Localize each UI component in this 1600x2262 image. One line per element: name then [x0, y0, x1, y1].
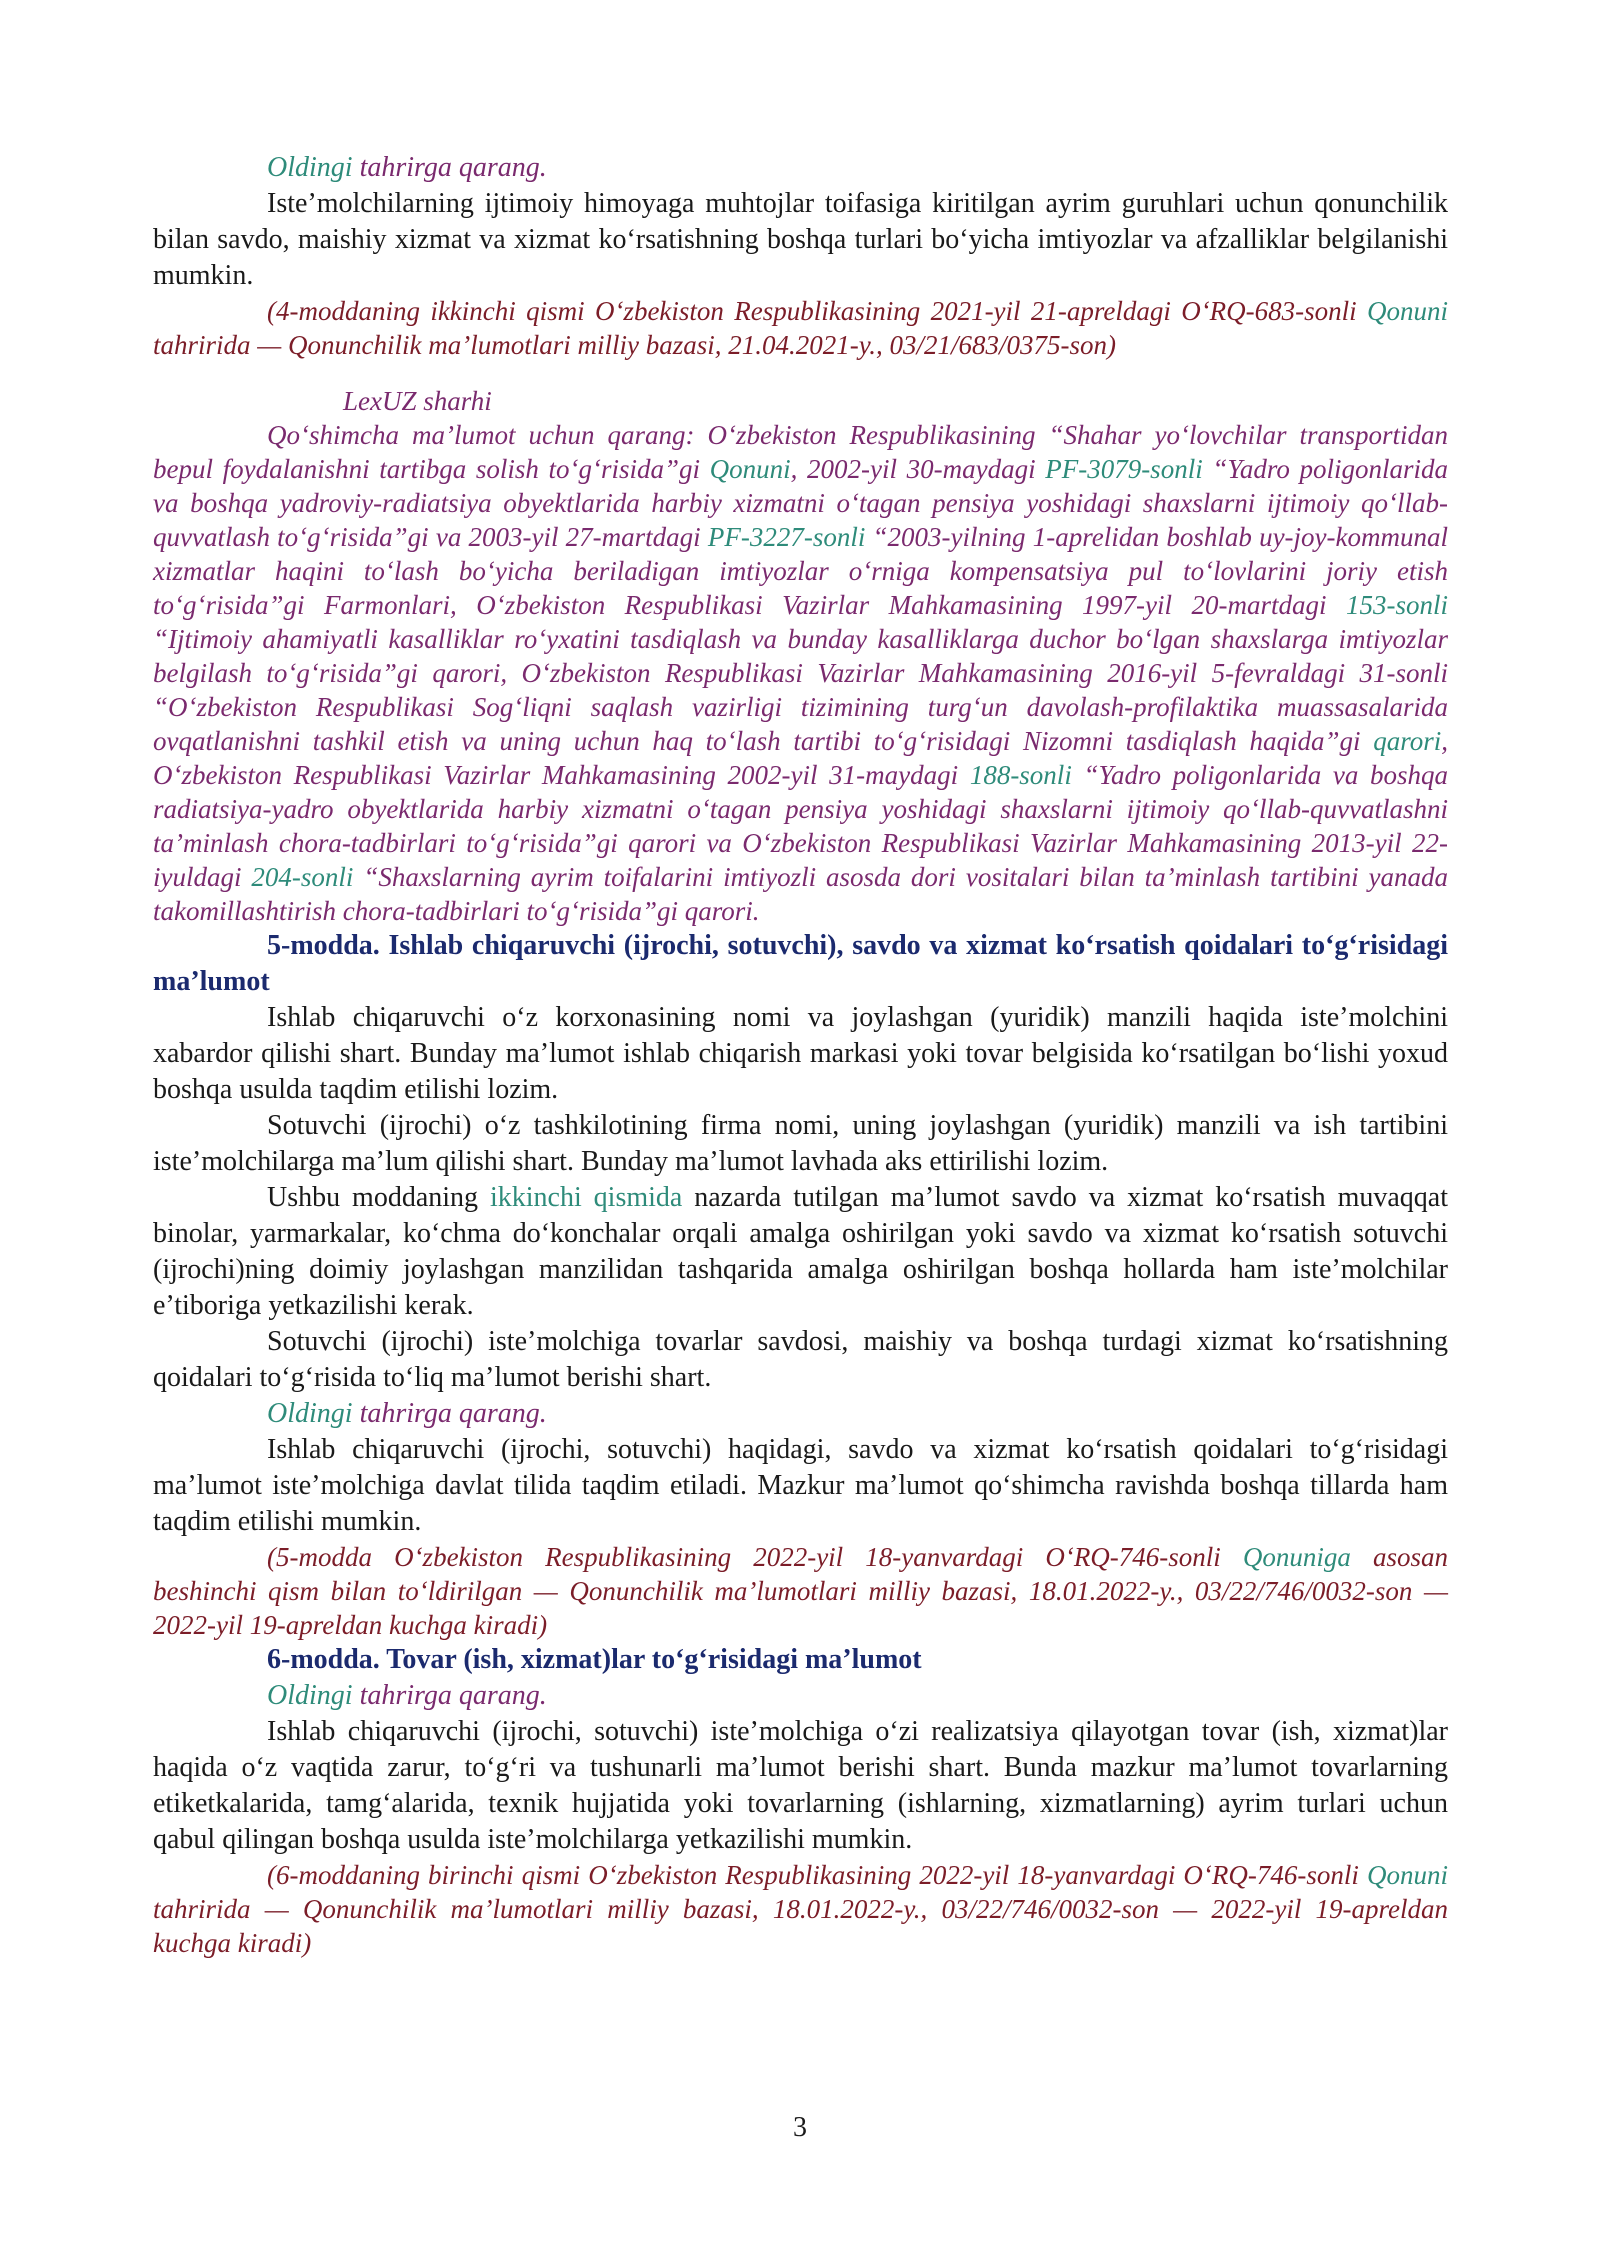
page-number: 3	[793, 2112, 807, 2143]
document-page	[153, 150, 1448, 1960]
paragraph: Sotuvchi (ijrochi) iste’molchiga tovarlar savdosi, maishiy va boshqa turdagi xizmat ko‘rsatishning qoidalari to‘g‘risida to‘liq ma’lumot berishi shart.	[153, 1326, 1448, 1393]
previous-edition-text: tahrirga qarang.	[352, 1398, 547, 1429]
amendment-note: (4-moddaning ikkinchi qismi O‘zbekiston Respublikasining 2021-yil 21-apreldagi O‘RQ-683-sonli Qonuni tahririda — Qonunchilik ma’lumotlari milliy bazasi, 21.04.2021-y., 03/21/683/0375-son)	[153, 296, 1448, 360]
previous-edition-text: tahrirga qarang.	[352, 152, 547, 183]
paragraph: Ishlab chiqaruvchi (ijrochi, sotuvchi) haqidagi, savdo va xizmat ko‘rsatish qoidalari to‘g‘risidagi ma’lumot iste’molchiga davlat tilida taqdim etiladi. Mazkur ma’lumot qo‘shimcha ravishda boshqa tillarda ham taqdim etilishi mumkin.	[153, 1434, 1448, 1537]
law-link[interactable]: Qonuni	[709, 454, 791, 484]
paragraph: Iste’molchilarning ijtimoiy himoyaga muhtojlar toifasiga kiritilgan ayrim guruhlari uchun qonunchilik bilan savdo, maishiy xizmat va xizmat ko‘rsatishning boshqa turlari bo‘yicha imtiyozlar va afzalliklar belgilanishi mumkin.	[153, 188, 1448, 291]
resolution-link[interactable]: qarori	[1373, 726, 1442, 756]
article-5-heading: 5-modda. Ishlab chiqaruvchi (ijrochi, sotuvchi), savdo va xizmat ko‘rsatish qoidalari to‘g‘risidagi ma’lumot	[153, 930, 1448, 997]
lexuz-commentary-title: LexUZ sharhi	[343, 386, 492, 416]
paragraph: Ushbu moddaning ikkinchi qismida nazarda tutilgan ma’lumot savdo va xizmat ko‘rsatish muvaqqat binolar, yarmarkalar, ko‘chma do‘konchalar orqali amalga oshirilgan yoki savdo va xizmat ko‘rsatish sotuvchi (ijrochi)ning doimiy joylashgan manzilidan tashqarida amalga oshirilgan boshqa hollarda ham iste’molchilar e’tiboriga yetkazilishi kerak.	[153, 1182, 1448, 1321]
paragraph: Sotuvchi (ijrochi) o‘z tashkilotining firma nomi, uning joylashgan (yuridik) manzili va ish tartibini iste’molchilarga ma’lum qilishi shart. Bunday ma’lumot lavhada aks ettirilishi lozim.	[153, 1110, 1448, 1177]
law-link[interactable]: Qonuni	[1367, 296, 1448, 326]
decree-link[interactable]: PF-3227-sonli	[707, 522, 866, 552]
previous-edition-note	[153, 1678, 1448, 1714]
law-link[interactable]: Qonuni	[1367, 1860, 1448, 1890]
resolution-link[interactable]: 153-sonli	[1345, 590, 1448, 620]
previous-edition-link[interactable]: Oldingi	[267, 152, 353, 183]
article-6-heading: 6-modda. Tovar (ish, xizmat)lar to‘g‘risidagi ma’lumot	[267, 1644, 922, 1675]
previous-edition-link[interactable]: Oldingi	[267, 1398, 353, 1429]
amendment-note: (6-moddaning birinchi qismi O‘zbekiston Respublikasining 2022-yil 18-yanvardagi O‘RQ-746-sonli Qonuni tahririda — Qonunchilik ma’lumotlari milliy bazasi, 18.01.2022-y., 03/22/746/0032-son — 2022-yil 19-apreldan kuchga kiradi)	[153, 1860, 1448, 1958]
resolution-link[interactable]: 204-sonli	[251, 862, 354, 892]
lexuz-commentary: Qo‘shimcha ma’lumot uchun qarang: O‘zbekiston Respublikasining “Shahar yo‘lovchilar transportidan bepul foydalanishni tartibga solish to‘g‘risida”gi Qonuni, 2002-yil 30-maydagi PF-3079-sonli “Yadro poligonlarida va boshqa yadroviy-radiatsiya obyektlarida harbiy xizmatni o‘tagan pensiya yoshidagi shaxslarni ijtimoiy qo‘llab-quvvatlash to‘g‘risida”gi va 2003-yil 27-martdagi PF-3227-sonli “2003-yilning 1-aprelidan boshlab uy-joy-kommunal xizmatlar haqini to‘lash bo‘yicha beriladigan imtiyozlar o‘rniga kompensatsiya pul to‘lovlarini joriy etish to‘g‘risida”gi Farmonlari, O‘zbekiston Respublikasi Vazirlar Mahkamasining 1997-yil 20-martdagi 153-sonli “Ijtimoiy ahamiyatli kasalliklar ro‘yxatini tasdiqlash va bunday kasalliklarga duchor bo‘lgan shaxslarga imtiyozlar belgilash to‘g‘risida”gi qarori, O‘zbekiston Respublikasi Vazirlar Mahkamasining 2016-yil 5-fevraldagi 31-sonli “O‘zbekiston Respublikasi Sog‘liqni saqlash vazirligi tizimining turg‘un davolash-profilaktika muassasalarida ovqatlanishni tashkil etish va uning uchun haq to‘lash tartibi to‘g‘risidagi Nizomni tasdiqlash haqida”gi qarori, O‘zbekiston Respublikasi Vazirlar Mahkamasining 2002-yil 31-maydagi 188-sonli “Yadro poligonlarida va boshqa radiatsiya-yadro obyektlarida harbiy xizmatni o‘tagan pensiya yoshidagi shaxslarni ijtimoiy qo‘llab-quvvatlashni ta’minlash chora-tadbirlari to‘g‘risida”gi qarori va O‘zbekiston Respublikasi Vazirlar Mahkamasining 2013-yil 22-iyuldagi 204-sonli “Shaxslarning ayrim toifalarini imtiyozli asosda dori vositalari bilan ta’minlash tartibini yanada takomillashtirish chora-tadbirlari to‘g‘risida”gi qarori.	[153, 420, 1449, 926]
paragraph: Ishlab chiqaruvchi o‘z korxonasining nomi va joylashgan (yuridik) manzili haqida iste’molchini xabardor qilishi shart. Bunday ma’lumot ishlab chiqarish markasi yoki tovar belgisida ko‘rsatilgan bo‘lishi yoxud boshqa usulda taqdim etilishi lozim.	[153, 1002, 1448, 1105]
paragraph: Ishlab chiqaruvchi (ijrochi, sotuvchi) iste’molchiga o‘zi realizatsiya qilayotgan tovar (ish, xizmat)lar haqida o‘z vaqtida zarur, to‘g‘ri va tushunarli ma’lumot berishi shart. Bunda mazkur ma’lumot tovarlarning etiketkalarida, tamg‘alarida, texnik hujjatida yoki tovarlarning (ishlarning, xizmatlarning) ayrim turlari uchun qabul qilingan boshqa usulda iste’molchilarga yetkazilishi mumkin.	[153, 1716, 1448, 1855]
previous-edition-link[interactable]: Oldingi	[267, 1680, 353, 1711]
previous-edition-note	[153, 1396, 1448, 1432]
previous-edition-text: tahrirga qarang.	[352, 1680, 547, 1711]
previous-edition-note	[153, 150, 1448, 186]
part-link[interactable]: ikkinchi qismida	[489, 1182, 683, 1213]
resolution-link[interactable]: 188-sonli	[969, 760, 1072, 790]
decree-link[interactable]: PF-3079-sonli	[1045, 454, 1203, 484]
law-link[interactable]: Qonuniga	[1242, 1542, 1351, 1572]
amendment-note: (5-modda O‘zbekiston Respublikasining 2022-yil 18-yanvardagi O‘RQ-746-sonli Qonuniga asosan beshinchi qism bilan to‘ldirilgan — Qonunchilik ma’lumotlari milliy bazasi, 18.01.2022-y., 03/22/746/0032-son — 2022-yil 19-apreldan kuchga kiradi)	[153, 1542, 1448, 1640]
